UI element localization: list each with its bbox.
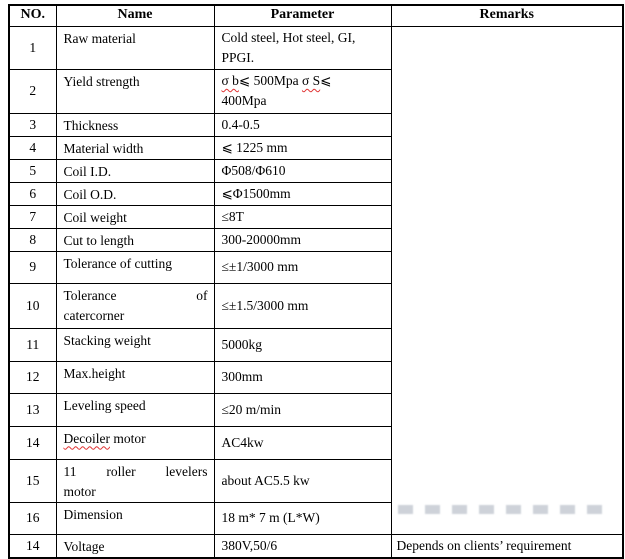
text-segment: catercorner — [63, 307, 125, 323]
text-segment: Cold steel, Hot steel, GI, — [221, 29, 356, 45]
parameter-cell — [214, 328, 391, 361]
text-segment: Yield strength — [63, 73, 140, 89]
name-cell — [56, 393, 214, 426]
name-line — [64, 331, 208, 351]
text-segment: ≤±1/3000 mm — [221, 259, 299, 274]
name-cell — [56, 136, 214, 159]
parameter-cell — [214, 361, 391, 393]
text-segment: ⩽Φ1500mm — [221, 185, 291, 201]
param-line — [222, 71, 387, 91]
remarks-cell: Depends on clients’ requirement — [391, 534, 623, 558]
remarks-merged-cell — [391, 26, 623, 534]
column-header-remarks: Remarks — [391, 5, 623, 26]
spec-table-body — [9, 26, 623, 558]
text-segment: ≤±1.5/3000 mm — [221, 297, 309, 313]
text-segment: AC4kw — [221, 434, 264, 450]
name-line — [64, 116, 208, 136]
text-segment: 0.4-0.5 — [221, 116, 260, 132]
parameter-cell — [214, 426, 391, 459]
no-cell: 4 — [9, 136, 56, 159]
name-cell — [56, 205, 214, 228]
text-segment: ≤8T — [221, 208, 244, 224]
param-line — [222, 296, 387, 316]
no-cell: 15 — [9, 459, 56, 502]
text-segment: of — [196, 287, 208, 303]
no-cell: 1 — [9, 26, 56, 69]
name-line — [64, 254, 208, 274]
name-line — [64, 396, 208, 416]
misspelled-text: Decoiler — [63, 430, 110, 446]
param-line — [222, 400, 387, 420]
param-line — [222, 335, 387, 355]
text-segment: Tolerance — [63, 287, 117, 303]
no-cell: 9 — [9, 251, 56, 283]
name-cell — [56, 459, 214, 502]
name-line — [64, 208, 208, 228]
parameter-cell — [214, 205, 391, 228]
text-segment: Stacking weight — [63, 332, 151, 348]
table-row — [9, 534, 623, 558]
param-line — [222, 433, 387, 453]
parameter-cell — [214, 251, 391, 283]
no-cell: 5 — [9, 159, 56, 182]
name-cell — [56, 361, 214, 393]
text-segment: 400Mpa — [221, 93, 267, 108]
no-cell: 2 — [9, 69, 56, 113]
param-line — [222, 207, 387, 227]
column-header-name: Name — [56, 5, 214, 26]
parameter-cell — [214, 69, 391, 113]
text-segment: Leveling speed — [63, 397, 146, 413]
text-segment: Coil O.D. — [63, 186, 117, 202]
name-line — [64, 364, 208, 384]
text-segment: 380V,50/6 — [221, 537, 278, 553]
name-cell — [56, 159, 214, 182]
text-segment: 300-20000mm — [221, 231, 301, 247]
spec-table-header — [9, 5, 623, 26]
no-cell: 12 — [9, 361, 56, 393]
text-segment: roller — [106, 463, 136, 479]
name-cell — [56, 113, 214, 136]
text-segment: 11 — [63, 463, 77, 479]
name-line — [64, 185, 208, 205]
name-line — [64, 537, 208, 557]
no-cell: 11 — [9, 328, 56, 361]
parameter-cell — [214, 459, 391, 502]
text-segment: Φ508/Φ610 — [221, 162, 286, 178]
name-cell — [56, 26, 214, 69]
name-cell — [56, 328, 214, 361]
parameter-cell — [214, 182, 391, 205]
param-line — [222, 367, 387, 387]
text-segment: Coil I.D. — [63, 163, 112, 179]
parameter-cell — [214, 502, 391, 534]
name-cell — [56, 182, 214, 205]
text-segment: about AC5.5 kw — [221, 472, 310, 488]
param-line — [222, 115, 387, 135]
name-line — [64, 72, 208, 92]
text-segment: 300mm — [221, 369, 263, 384]
name-line — [64, 162, 208, 182]
name-line — [64, 139, 208, 159]
parameter-cell — [214, 393, 391, 426]
no-cell: 3 — [9, 113, 56, 136]
name-cell — [56, 69, 214, 113]
name-cell — [56, 228, 214, 251]
parameter-cell — [214, 283, 391, 328]
no-cell: 8 — [9, 228, 56, 251]
name-line — [64, 462, 208, 482]
text-segment: ≤20 m/min — [221, 401, 282, 417]
param-line — [222, 91, 387, 111]
no-cell: 14 — [9, 426, 56, 459]
text-segment: Voltage — [63, 538, 105, 554]
text-segment: Tolerance of cutting — [63, 255, 173, 271]
name-line — [64, 482, 208, 502]
no-cell: 7 — [9, 205, 56, 228]
name-line — [64, 231, 208, 251]
text-segment: ⩽ — [320, 73, 332, 88]
name-cell — [56, 426, 214, 459]
text-segment: ⩽ 500Mpa — [238, 73, 302, 88]
column-header-parameter: Parameter — [214, 5, 391, 26]
name-line — [64, 429, 208, 449]
param-line — [222, 184, 387, 204]
name-cell — [56, 534, 214, 558]
no-cell: 10 — [9, 283, 56, 328]
param-line — [222, 508, 387, 528]
text-segment: 18 m* 7 m (L*W) — [221, 510, 320, 525]
text-segment: Max.height — [63, 365, 126, 381]
column-header-no: NO. — [9, 5, 56, 26]
param-line — [222, 48, 387, 68]
text-segment: Dimension — [63, 506, 123, 522]
param-line — [222, 471, 387, 491]
param-line — [222, 138, 387, 158]
spec-table — [8, 4, 624, 559]
parameter-cell — [214, 534, 391, 558]
name-cell — [56, 251, 214, 283]
param-line — [222, 257, 387, 277]
text-segment: Material width — [63, 140, 144, 156]
text-segment: 5000kg — [221, 336, 262, 352]
no-cell: 6 — [9, 182, 56, 205]
text-segment: Coil weight — [63, 209, 127, 225]
text-segment: PPGI. — [221, 49, 255, 65]
no-cell: 13 — [9, 393, 56, 426]
parameter-cell — [214, 159, 391, 182]
name-line — [64, 306, 208, 326]
misspelled-text: σ S — [301, 73, 321, 88]
param-line — [222, 230, 387, 250]
table-row — [9, 26, 623, 69]
text-segment: Thickness — [63, 117, 119, 133]
text-segment: ⩽ 1225 mm — [221, 139, 288, 155]
name-line — [64, 286, 208, 306]
param-line — [222, 28, 387, 48]
parameter-cell — [214, 136, 391, 159]
name-cell — [56, 283, 214, 328]
parameter-cell — [214, 113, 391, 136]
name-line — [64, 29, 208, 49]
text-segment: motor — [63, 483, 96, 499]
text-segment: motor — [109, 430, 146, 446]
text-segment: levelers — [165, 463, 208, 479]
param-line — [222, 161, 387, 181]
misspelled-text: σ b — [221, 73, 239, 88]
no-cell: 16 — [9, 502, 56, 534]
name-cell — [56, 502, 214, 534]
no-cell: 14 — [9, 534, 56, 558]
name-line — [64, 505, 208, 525]
parameter-cell — [214, 26, 391, 69]
parameter-cell — [214, 228, 391, 251]
param-line — [222, 536, 387, 556]
text-segment: Raw material — [63, 30, 136, 46]
text-segment: Cut to length — [63, 232, 134, 248]
